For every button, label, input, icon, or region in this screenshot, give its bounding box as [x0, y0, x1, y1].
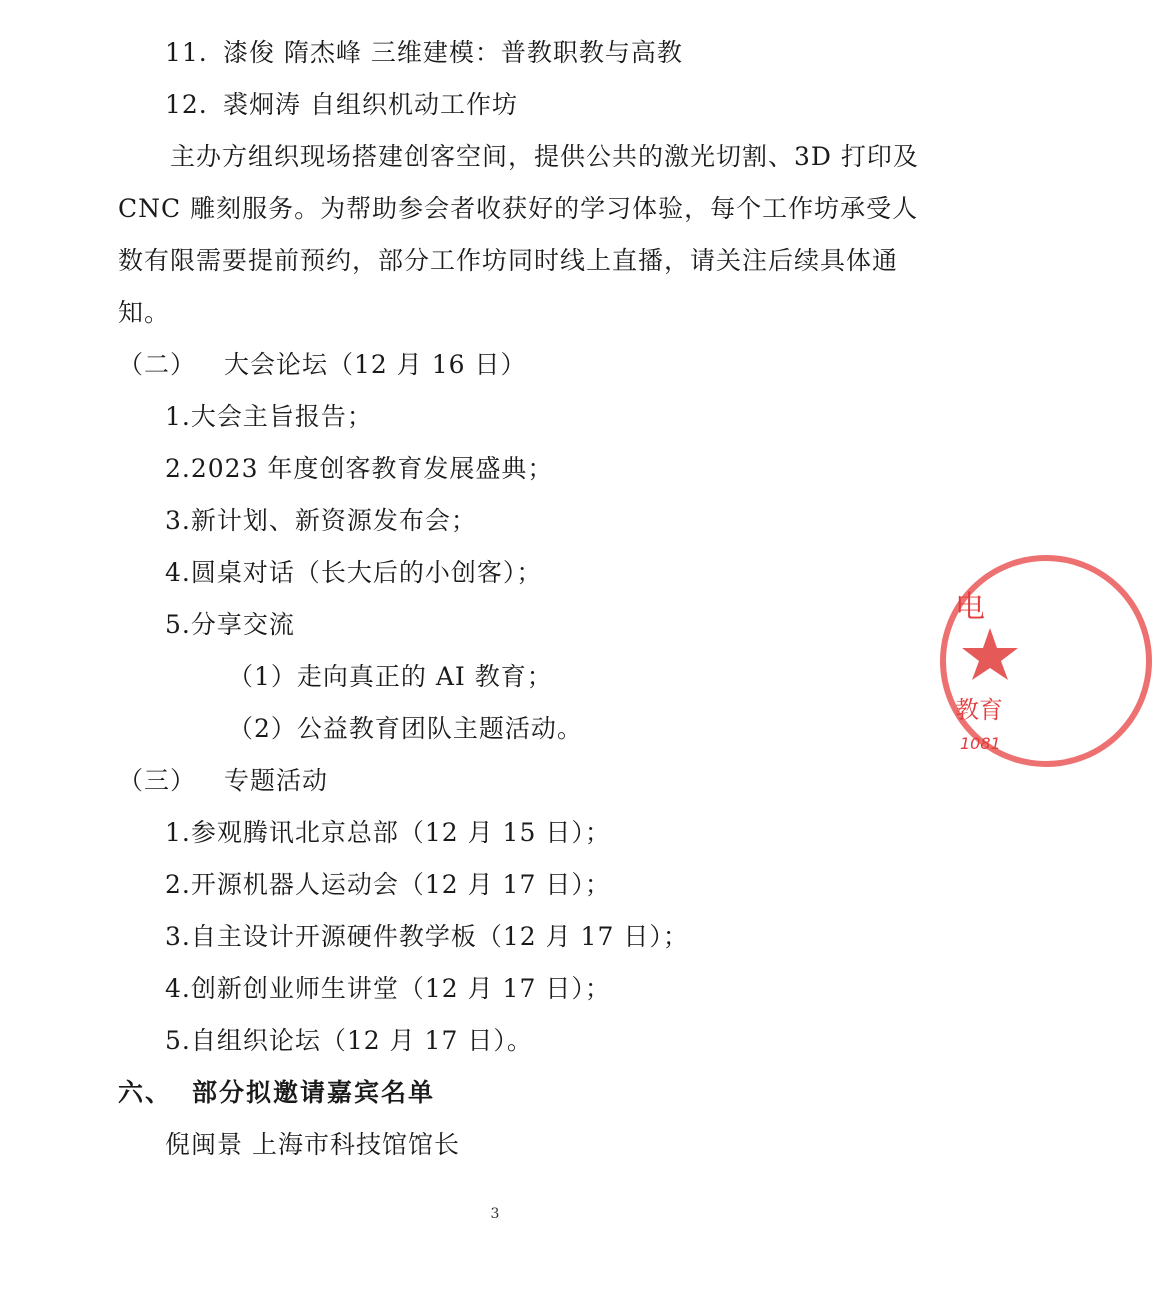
- section-title: 大会论坛（12 月 16 日）: [224, 350, 527, 379]
- sub-list-item: （1）走向真正的 AI 教育；: [228, 662, 553, 691]
- sub-list-item: （2）公益教育团队主题活动。: [228, 714, 583, 743]
- section-number: （三）: [118, 766, 197, 795]
- list-item: 3.自主设计开源硬件教学板（12 月 17 日）；: [165, 922, 689, 951]
- list-item: 1.参观腾讯北京总部（12 月 15 日）；: [165, 818, 611, 847]
- list-item: 4.创新创业师生讲堂（12 月 17 日）；: [165, 974, 611, 1003]
- seal-text-top: 电: [955, 590, 985, 625]
- section-heading-guests: [118, 1078, 435, 1108]
- list-item: 5.分享交流: [165, 610, 295, 639]
- list-item: 3.新计划、新资源发布会；: [165, 506, 477, 535]
- list-item: 1.大会主旨报告；: [165, 402, 373, 431]
- section-number: 六、: [118, 1078, 173, 1107]
- workshop-text: 裘炯涛 自组织机动工作坊: [223, 90, 518, 119]
- workshop-item: [165, 90, 518, 120]
- section-title: 部分拟邀请嘉宾名单: [192, 1078, 436, 1107]
- seal-text-bottom: 1081: [960, 734, 1001, 753]
- guest-entry: 倪闽景 上海市科技馆馆长: [165, 1130, 460, 1159]
- workshop-text: 漆俊 隋杰峰 三维建模：普教职教与高教: [223, 38, 683, 67]
- section-title: 专题活动: [224, 766, 329, 795]
- section-heading-forum: [118, 350, 526, 380]
- paragraph-line: 主办方组织现场搭建创客空间，提供公共的激光切割、3D 打印及: [170, 142, 919, 171]
- workshop-item: [165, 38, 683, 68]
- workshop-number: 11.: [165, 38, 208, 67]
- paragraph-line: CNC 雕刻服务。为帮助参会者收获好的学习体验，每个工作坊承受人: [118, 194, 919, 223]
- list-item: 4.圆桌对话（长大后的小创客）；: [165, 558, 543, 587]
- star-icon: [958, 628, 998, 680]
- list-item: 5.自组织论坛（12 月 17 日）。: [165, 1026, 533, 1055]
- page-number: 3: [490, 1206, 500, 1222]
- section-heading-activities: [118, 766, 328, 796]
- seal-text-mid: 教育: [955, 696, 1003, 724]
- paragraph-line: 知。: [118, 298, 171, 327]
- list-item: 2.2023 年度创客教育发展盛典；: [165, 454, 554, 483]
- paragraph-line: 数有限需要提前预约，部分工作坊同时线上直播，请关注后续具体通: [118, 246, 899, 275]
- section-number: （二）: [118, 350, 197, 379]
- workshop-number: 12.: [165, 90, 208, 119]
- list-item: 2.开源机器人运动会（12 月 17 日）；: [165, 870, 611, 899]
